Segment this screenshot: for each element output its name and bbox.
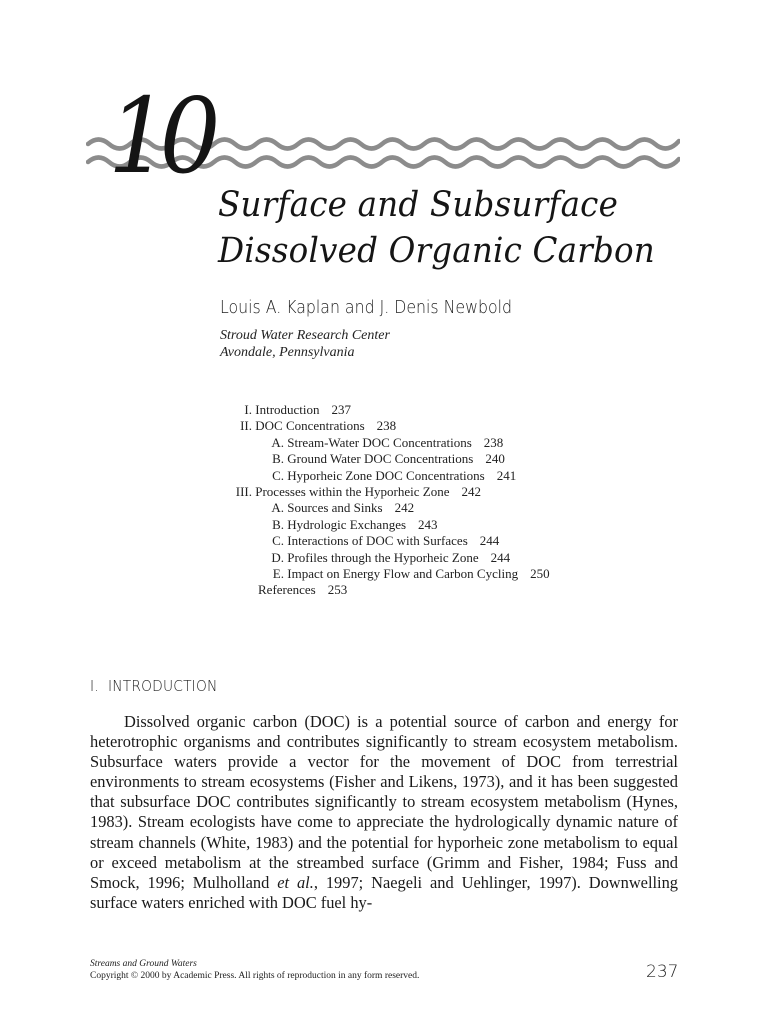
toc-entry-label: Hyporheic Zone DOC Concentrations bbox=[287, 467, 485, 483]
toc-entry-number: C. bbox=[272, 467, 284, 483]
toc-entry-number: C. bbox=[272, 533, 284, 549]
toc-entry bbox=[222, 402, 550, 418]
toc-entry-number: II. bbox=[240, 418, 252, 434]
footer bbox=[90, 958, 419, 982]
toc-entry bbox=[222, 484, 550, 500]
toc-entry bbox=[222, 451, 550, 467]
author-names: Louis A. Kaplan and J. Denis Newbold bbox=[220, 298, 512, 318]
body-paragraph bbox=[90, 712, 678, 913]
paragraph-italic-text: et al. bbox=[277, 872, 314, 892]
toc-entry-page: 237 bbox=[331, 402, 352, 417]
toc-entry bbox=[222, 468, 550, 484]
chapter-title bbox=[218, 182, 655, 274]
toc-entry-page: 242 bbox=[394, 500, 415, 516]
chapter-title-line-2: Dissolved Organic Carbon bbox=[218, 231, 655, 271]
toc-entry bbox=[222, 517, 550, 533]
toc-entry-label: Interactions of DOC with Surfaces bbox=[287, 533, 468, 549]
toc-entry-number: E. bbox=[272, 566, 284, 582]
toc-entry-label: Ground Water DOC Concentrations bbox=[287, 451, 474, 467]
paragraph-text: Dissolved organic carbon (DOC) is a potential source of carbon and energy for heterotrophic organisms and contributes significantly to stream ecosystem metabolism. Subsurface waters provide a vector for the movement of DOC from terrestrial environments to stream ecosystems (Fisher and Likens, 1973), and it has been suggested that subsurface DOC contributes significantly to stream ecosystem metabolism (Hynes, 1983). Stream ecologists have come to appreciate the hydrologically dynamic nature of stream channels (White, 1983) and the potential for hyporheic zone metabolism to equal or exceed metabolism at the streambed surface (Grimm and Fisher, 1984; Fuss and Smock, 1996; Mulholland bbox=[90, 712, 678, 892]
paragraph-text: , 1997; Naegeli and Uehlinger, 1997). Downwelling surface waters enriched with DOC fuel hy- bbox=[90, 872, 678, 912]
toc-entry bbox=[222, 533, 550, 549]
toc-entry-label: DOC Concentrations bbox=[255, 418, 365, 434]
toc-entry bbox=[222, 550, 550, 566]
toc-entry bbox=[222, 500, 550, 516]
toc-entry-label: Stream-Water DOC Concentrations bbox=[287, 434, 472, 450]
toc-entry-page: 240 bbox=[485, 451, 505, 467]
chapter-number: 10 bbox=[108, 75, 212, 197]
footer-copyright: Copyright © 2000 by Academic Press. All rights of reproduction in any form reserved. bbox=[90, 971, 420, 981]
toc-entry-references bbox=[222, 582, 550, 598]
toc-entry-label: Impact on Energy Flow and Carbon Cycling bbox=[287, 566, 519, 582]
toc-entry-page: 250 bbox=[530, 566, 550, 582]
chapter-title-line-1: Surface and Subsurface bbox=[218, 185, 619, 225]
toc-entry-number: B. bbox=[272, 451, 284, 467]
toc-entry-label: Profiles through the Hyporheic Zone bbox=[287, 549, 479, 565]
toc-entry bbox=[222, 566, 550, 582]
toc-entry-label: Hydrologic Exchanges bbox=[287, 516, 407, 532]
toc-entry-page: 244 bbox=[490, 549, 511, 565]
toc-entry-page: 253 bbox=[327, 582, 348, 598]
toc-entry-page: 238 bbox=[483, 434, 504, 450]
toc-entry-page: 243 bbox=[418, 516, 438, 532]
author-location: Avondale, Pennsylvania bbox=[220, 345, 355, 360]
toc-entry-label: Processes within the Hyporheic Zone bbox=[255, 484, 450, 500]
toc-entry-page: 241 bbox=[496, 467, 517, 483]
toc-entry-number: B. bbox=[272, 516, 284, 532]
toc-entry-number: A. bbox=[271, 500, 284, 516]
footer-journal-title: Streams and Ground Waters bbox=[90, 959, 197, 969]
toc-entry-label: Sources and Sinks bbox=[287, 500, 383, 516]
toc-entry-page: 242 bbox=[461, 484, 481, 500]
toc-entry-number: D. bbox=[271, 549, 284, 565]
toc-entry-page: 238 bbox=[376, 418, 397, 434]
section-heading: I. INTRODUCTION bbox=[90, 677, 218, 695]
toc-entry-label: References bbox=[258, 582, 316, 598]
toc-entry-number: I. bbox=[244, 402, 252, 417]
toc-entry-number: III. bbox=[235, 484, 252, 500]
toc-entry bbox=[222, 435, 550, 451]
table-of-contents bbox=[222, 402, 550, 599]
toc-entry-label: Introduction bbox=[255, 402, 320, 417]
toc-entry bbox=[222, 418, 550, 434]
page-number: 237 bbox=[646, 962, 679, 982]
author-institution: Stroud Water Research Center bbox=[220, 328, 390, 343]
toc-entry-number: A. bbox=[271, 434, 284, 450]
toc-entry-page: 244 bbox=[479, 533, 500, 549]
